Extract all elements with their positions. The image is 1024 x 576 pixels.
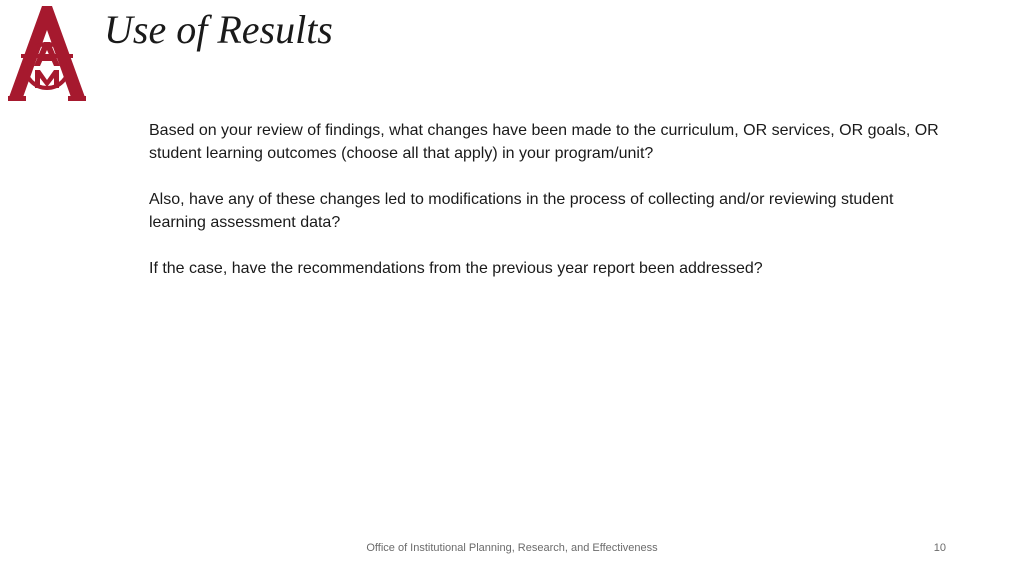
body-paragraph-2: Also, have any of these changes led to modifications in the process of collecting and/or reviewing student learning assessment data?	[149, 191, 894, 231]
slide-title: Use of Results	[104, 7, 333, 52]
aamu-logo-icon	[8, 6, 86, 104]
page-number: 10	[933, 542, 946, 554]
slide-body	[149, 119, 939, 303]
body-paragraph-1: Based on your review of findings, what changes have been made to the curriculum, OR services, OR goals, OR student learning outcomes (choose all that apply) in your program/unit?	[149, 122, 939, 162]
slide-footer: Office of Institutional Planning, Research, and Effectiveness	[366, 542, 658, 554]
body-paragraph-3: If the case, have the recommendations from the previous year report been addressed?	[149, 260, 763, 277]
